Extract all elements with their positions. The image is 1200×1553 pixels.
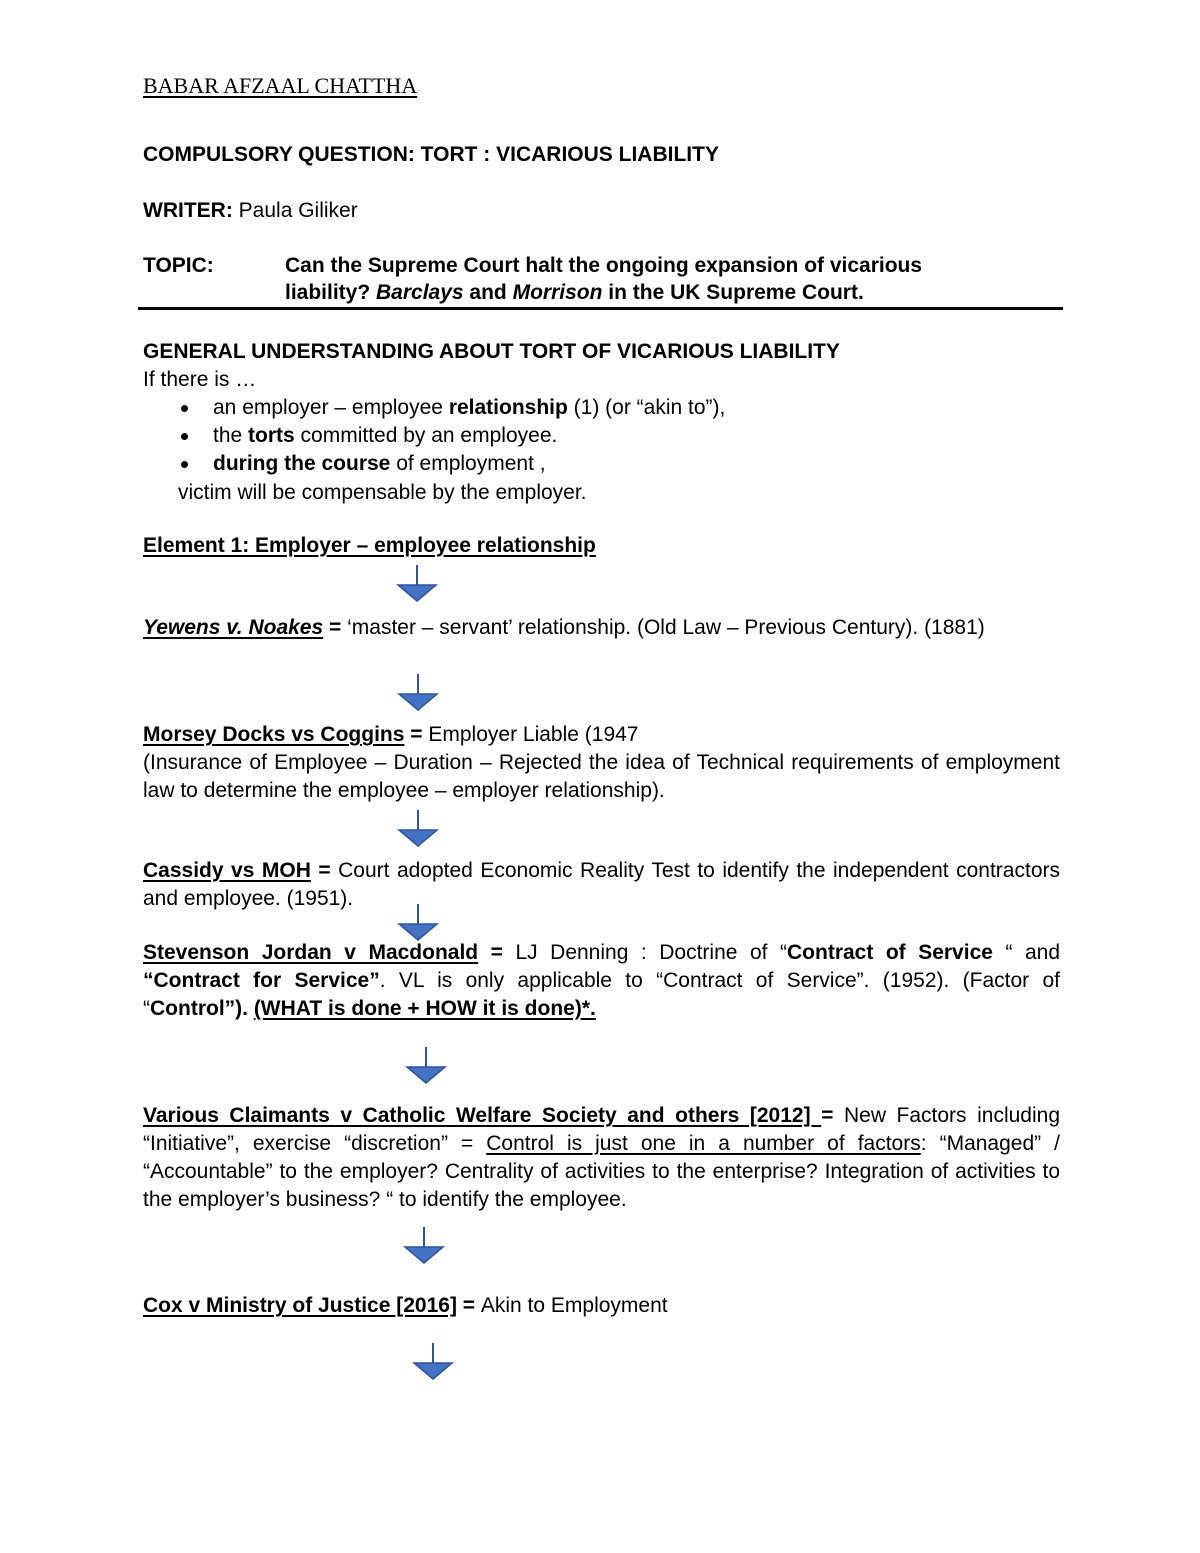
case-cox: Cox v Ministry of Justice [2016] = Akin to Employment bbox=[143, 1294, 668, 1317]
down-arrow-icon bbox=[396, 808, 440, 848]
list-item: the torts committed by an employee. bbox=[143, 422, 725, 450]
down-arrow-icon bbox=[404, 1045, 448, 1085]
list-item: during the course of employment , bbox=[143, 450, 725, 478]
case-name: Morsey Docks vs Coggins bbox=[143, 723, 405, 746]
writer-name: Paula Giliker bbox=[232, 199, 358, 222]
heading-divider bbox=[138, 307, 1063, 310]
topic-text: in the UK Supreme Court. bbox=[602, 281, 864, 304]
topic-text: liability? bbox=[285, 281, 377, 304]
case-name: Yewens v. Noakes bbox=[143, 616, 324, 639]
general-understanding-title: GENERAL UNDERSTANDING ABOUT TORT OF VICARIOUS LIABILITY bbox=[143, 340, 840, 363]
topic-label: TOPIC: bbox=[143, 254, 214, 277]
topic-case-morrison: Morrison bbox=[512, 281, 603, 304]
down-arrow-icon bbox=[396, 672, 440, 712]
topic-line-1: Can the Supreme Court halt the ongoing expansion of vicarious bbox=[285, 254, 923, 277]
down-arrow-icon bbox=[402, 1225, 446, 1265]
writer-label: WRITER: bbox=[143, 199, 233, 222]
case-name: Cassidy vs MOH bbox=[143, 859, 311, 882]
case-various-claimants: Various Claimants v Catholic Welfare Society and others [2012] = New Factors including “Initiative”, exercise “discretion” = Control is just one in a number of factors: “Managed” / “Accountable” to the employer? Centrality of activities to the enterprise? Integration of activities to the employer’s business? “ to identify the employee. bbox=[143, 1104, 1060, 1211]
case-name: Cox v Ministry of Justice [2016] bbox=[143, 1294, 457, 1317]
list-item: an employer – employee relationship (1) (or “akin to”), bbox=[143, 394, 725, 422]
general-conclusion: victim will be compensable by the employer. bbox=[178, 481, 587, 504]
topic-case-barclays: Barclays bbox=[376, 281, 464, 304]
case-morsey: Morsey Docks vs Coggins = Employer Liable (1947 bbox=[143, 723, 639, 746]
case-name: Stevenson Jordan v Macdonald bbox=[143, 941, 479, 964]
case-yewens: Yewens v. Noakes = ‘master – servant’ relationship. (Old Law – Previous Century). (1881) bbox=[143, 616, 985, 639]
conditions-list bbox=[143, 394, 725, 478]
down-arrow-icon bbox=[395, 563, 439, 603]
down-arrow-icon bbox=[411, 1341, 455, 1381]
topic-line-2 bbox=[285, 279, 864, 307]
case-name: Various Claimants v Catholic Welfare Society and others [2012] bbox=[143, 1104, 822, 1127]
writer-line bbox=[143, 197, 358, 225]
case-cassidy: Cassidy vs MOH = Court adopted Economic Reality Test to identify the independent contractors and employee. (1951). bbox=[143, 859, 1060, 910]
case-stevenson: Stevenson Jordan v Macdonald = LJ Denning : Doctrine of “Contract of Service “ and “Contract for Service”. VL is only applicable to “Contract of Service”. (1952). (Factor of “Control”). (WHAT is done + HOW it is done)*. bbox=[143, 941, 1061, 1020]
case-morsey-detail: (Insurance of Employee – Duration – Rejected the idea of Technical requirements of employment law to determine the employee – employer relationship). bbox=[143, 751, 1060, 802]
general-intro: If there is … bbox=[143, 368, 257, 391]
topic-text: and bbox=[463, 281, 513, 304]
author-name: BABAR AFZAAL CHATTHA bbox=[143, 73, 418, 98]
down-arrow-icon bbox=[396, 902, 440, 942]
compulsory-question-heading: COMPULSORY QUESTION: TORT : VICARIOUS LIABILITY bbox=[143, 143, 719, 166]
element-1-title: Element 1: Employer – employee relationship bbox=[143, 534, 596, 557]
